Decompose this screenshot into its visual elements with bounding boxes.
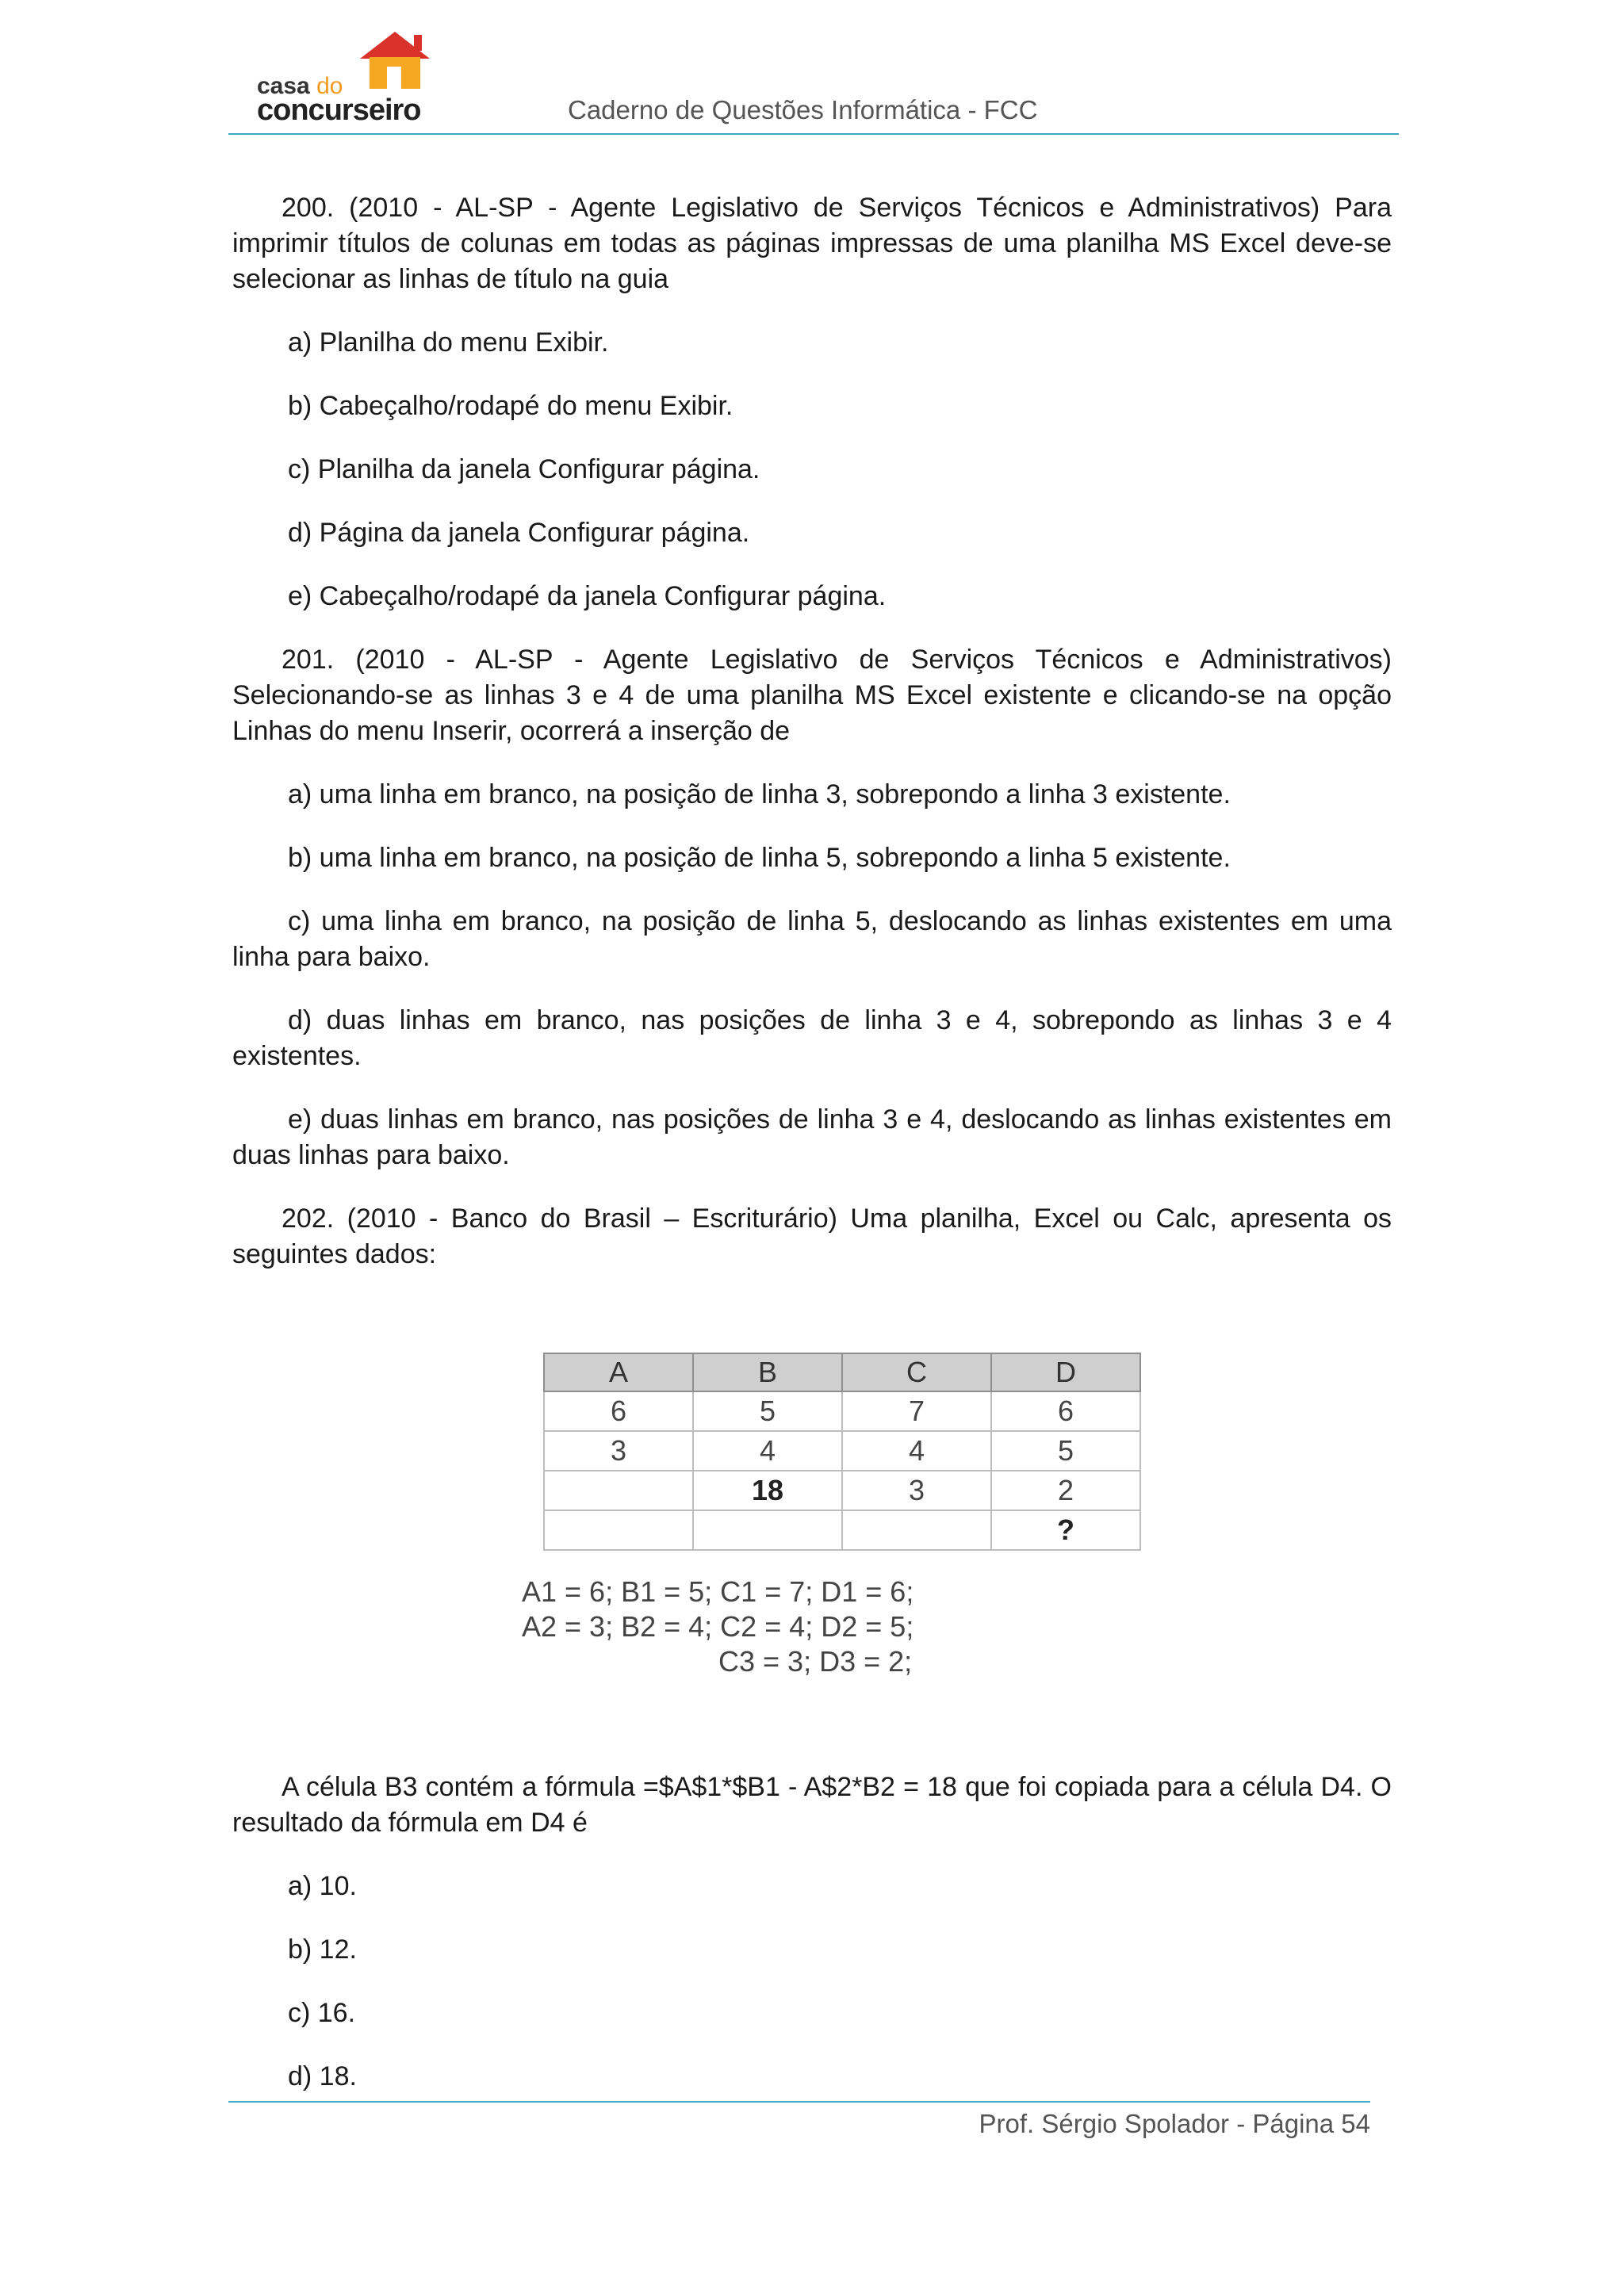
logo-text-top: casa do (257, 73, 343, 99)
header-title: Caderno de Questões Informática - FCC (568, 95, 1038, 124)
cell-c1: 7 (842, 1391, 991, 1431)
cell-b1: 5 (693, 1391, 842, 1431)
sheet-row-3 (544, 1471, 1140, 1510)
sheet-row-4 (544, 1510, 1140, 1550)
casa-do-concurseiro-logo (257, 29, 439, 132)
cell-d2: 5 (991, 1431, 1140, 1471)
cell-b2: 4 (693, 1431, 842, 1471)
question-202: 202. (2010 - Banco do Brasil – Escriturário) Uma planilha, Excel ou Calc, apresenta os seguintes dados: (232, 1203, 1392, 1269)
cell-a1: 6 (544, 1391, 693, 1431)
footer-author-page: Prof. Sérgio Spolador - Página 54 (979, 2109, 1370, 2138)
q200-option-e: e) Cabeçalho/rodapé da janela Configurar página. (288, 581, 887, 611)
q200-option-d: d) Página da janela Configurar página. (288, 518, 750, 548)
q202-option-a: a) 10. (288, 1871, 357, 1901)
column-header-d: D (991, 1353, 1140, 1391)
question-202-formula: A célula B3 contém a fórmula =$A$1*$B1 - A$2*B2 = 18 que foi copiada para a célula D4. O resultado da fórmula em D4 é (232, 1772, 1392, 1838)
q201-option-a: a) uma linha em branco, na posição de linha 3, sobrepondo a linha 3 existente. (288, 779, 1231, 809)
cell-a4 (544, 1510, 693, 1550)
sheet-row-1 (544, 1391, 1140, 1431)
q202-option-b: b) 12. (288, 1934, 357, 1965)
cell-a3 (544, 1471, 693, 1510)
cell-b3: 18 (693, 1471, 842, 1510)
page-header (228, 29, 1399, 135)
q201-option-d: d) duas linhas em branco, nas posições de linha 3 e 4, sobrepondo as linhas 3 e 4 existentes. (232, 1005, 1392, 1071)
question-200: 200. (2010 - AL-SP - Agente Legislativo de Serviços Técnicos e Administrativos) Para imprimir títulos de colunas em todas as páginas impressas de uma planilha MS Excel deve-se selecionar as linhas de título na guia (232, 193, 1392, 294)
question-202-continued (232, 1770, 1392, 2122)
cell-d3: 2 (991, 1471, 1140, 1510)
spreadsheet-image (543, 1353, 1141, 1551)
q200-option-b: b) Cabeçalho/rodapé do menu Exibir. (288, 391, 733, 421)
q202-option-c: c) 16. (288, 1998, 356, 2028)
q201-option-b: b) uma linha em branco, na posição de linha 5, sobrepondo a linha 5 existente. (288, 843, 1231, 873)
page-footer (228, 2101, 1370, 2150)
house-icon (349, 29, 436, 92)
cell-a2: 3 (544, 1431, 693, 1471)
logo-text-bottom: concurseiro (257, 94, 421, 127)
q201-option-c: c) uma linha em branco, na posição de linha 5, deslocando as linhas existentes em uma linha para baixo. (232, 906, 1392, 972)
sheet-row-2 (544, 1431, 1140, 1471)
cell-d1: 6 (991, 1391, 1140, 1431)
cell-values-line-2: A2 = 3; B2 = 4; C2 = 4; D2 = 5; (522, 1610, 914, 1643)
column-header-a: A (544, 1353, 693, 1391)
q200-option-a: a) Planilha do menu Exibir. (288, 327, 609, 358)
question-201: 201. (2010 - AL-SP - Agente Legislativo de Serviços Técnicos e Administrativos) Selecionando-se as linhas 3 e 4 de uma planilha MS Excel existente e clicando-se na opção Linhas do menu Inserir, ocorrerá a inserção de (232, 645, 1392, 746)
cell-c2: 4 (842, 1431, 991, 1471)
cell-d4: ? (991, 1510, 1140, 1550)
column-header-b: B (693, 1353, 842, 1391)
cell-values-line-1: A1 = 6; B1 = 5; C1 = 7; D1 = 6; (522, 1575, 914, 1608)
q200-option-c: c) Planilha da janela Configurar página. (288, 454, 760, 484)
q201-option-e: e) duas linhas em branco, nas posições de linha 3 e 4, deslocando as linhas existentes em duas linhas para baixo. (232, 1104, 1392, 1170)
questions-content (232, 190, 1392, 1300)
cell-c4 (842, 1510, 991, 1550)
q202-option-d: d) 18. (288, 2061, 357, 2091)
cell-values-legend (522, 1575, 914, 1679)
cell-c3: 3 (842, 1471, 991, 1510)
column-header-c: C (842, 1353, 991, 1391)
sheet-header-row (544, 1353, 1140, 1391)
cell-values-line-3: C3 = 3; D3 = 2; (718, 1645, 913, 1678)
cell-b4 (693, 1510, 842, 1550)
